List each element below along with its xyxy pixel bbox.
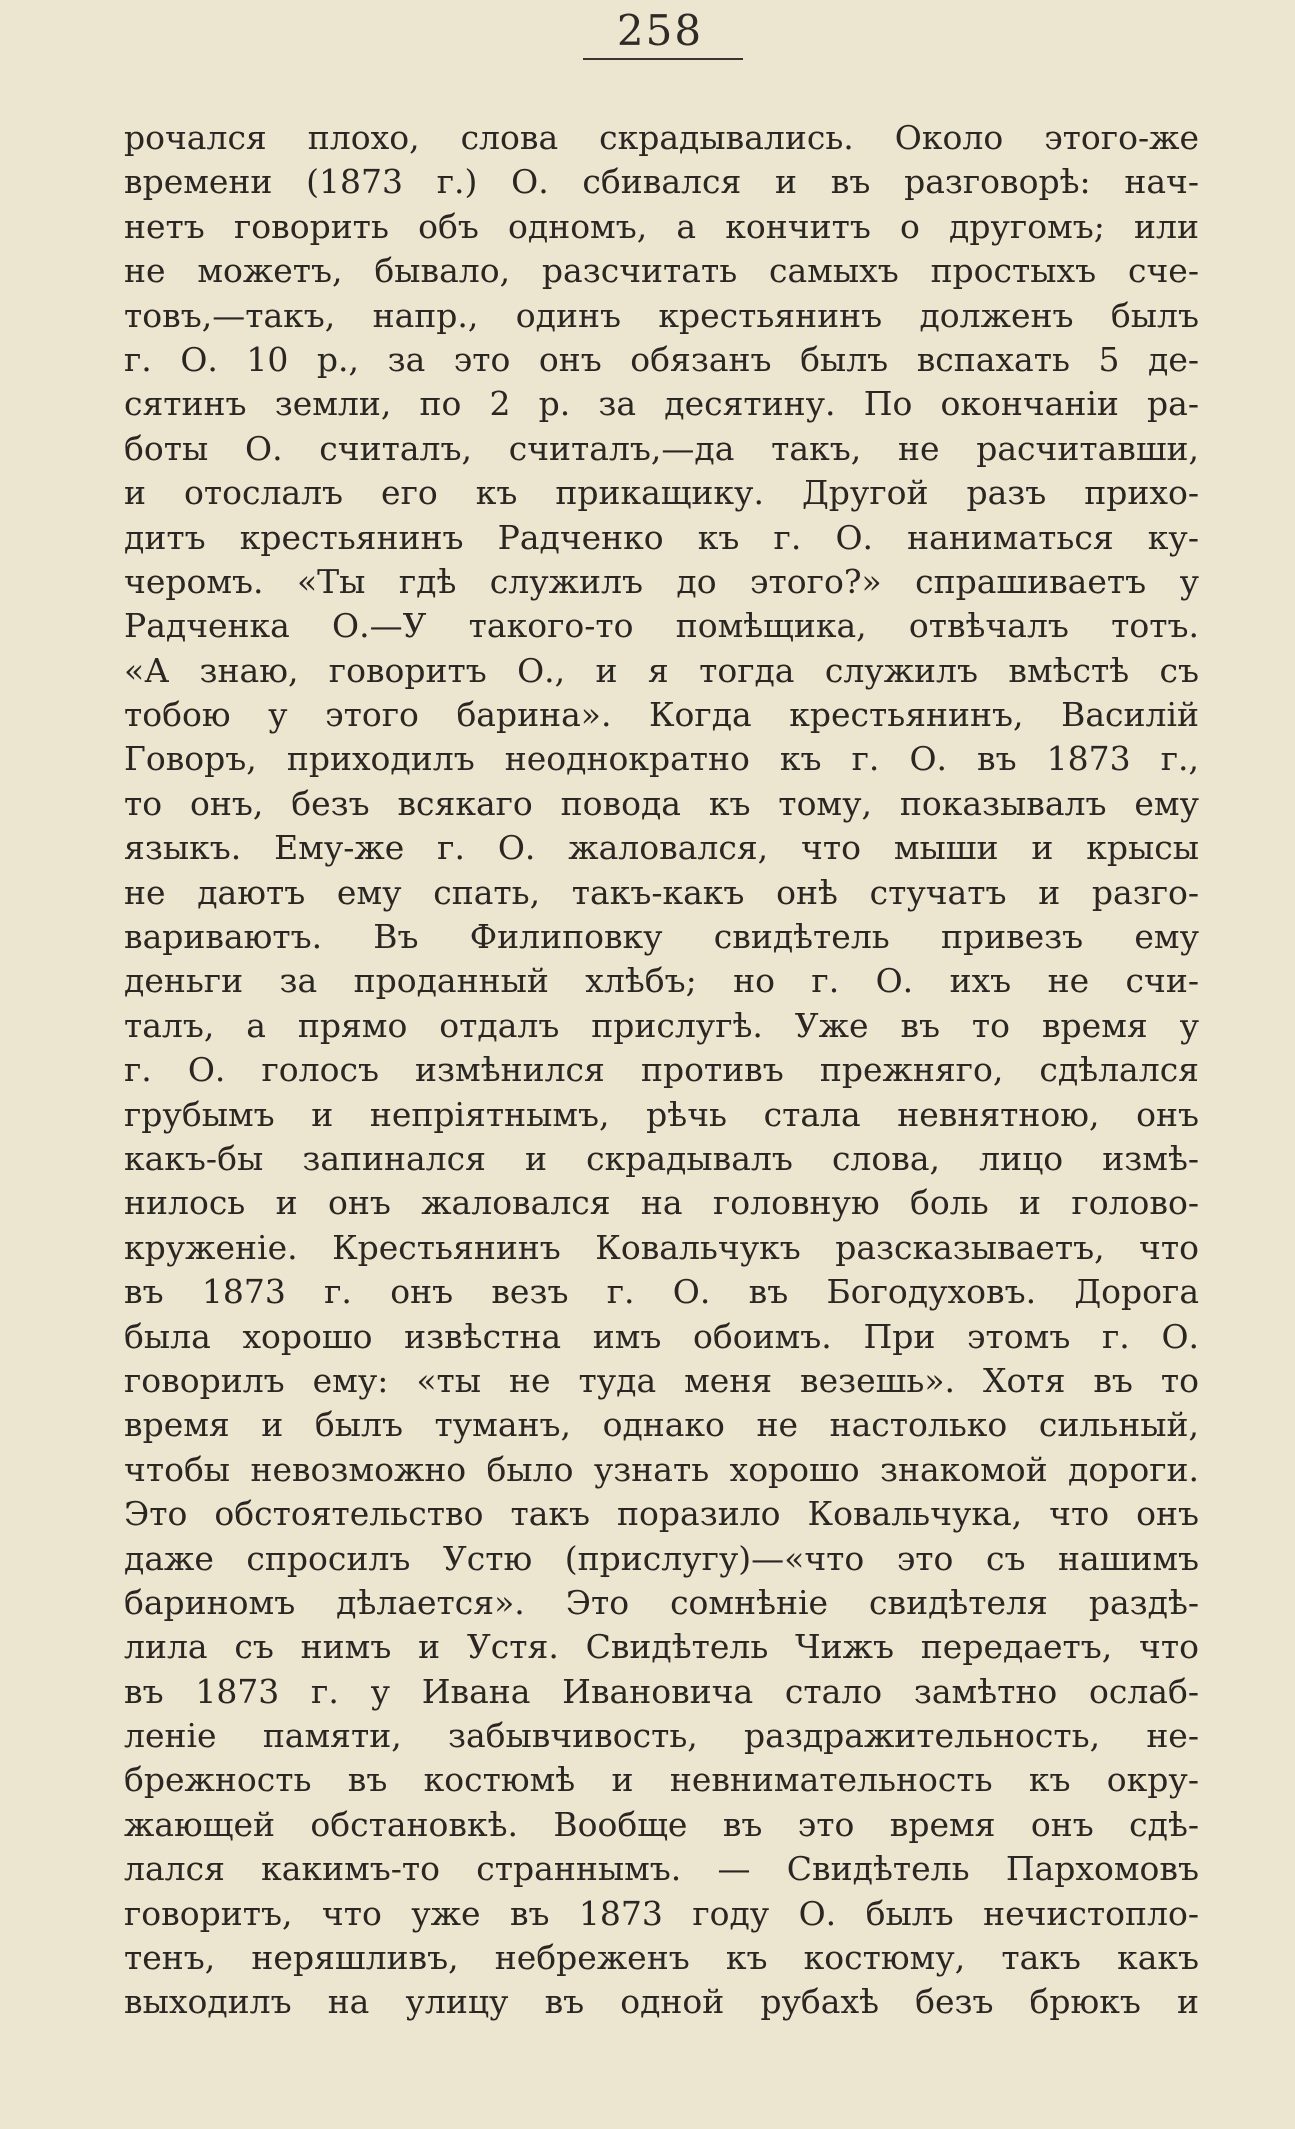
text-line: рочался плохо, слова скрадывались. Около этого-же bbox=[124, 118, 1199, 157]
text-line: чтобы невозможно было узнать хорошо знакомой дороги. bbox=[124, 1449, 1199, 1489]
text-line: языкъ. Ему-же г. О. жаловался, что мыши и крысы bbox=[124, 828, 1199, 868]
text-line: тенъ, неряшливъ, небреженъ къ костюму, такъ какъ bbox=[124, 1938, 1199, 1978]
text-line: Радченка О.—У такого-то помѣщика, отвѣчалъ тотъ. bbox=[124, 606, 1199, 646]
text-line: въ 1873 г. онъ везъ г. О. въ Богодуховъ. Дорога bbox=[124, 1272, 1199, 1312]
text-line: боты О. считалъ, считалъ,—да такъ, не расчитавши, bbox=[124, 428, 1199, 468]
text-line: грубымъ и непрiятнымъ, рѣчь стала невнятною, онъ bbox=[124, 1094, 1199, 1134]
text-line: ленiе памяти, забывчивость, раздражительность, не- bbox=[124, 1716, 1199, 1756]
text-line: жающей обстановкѣ. Вообще въ это время онъ сдѣ- bbox=[124, 1804, 1199, 1844]
text-line: тобою у этого барина». Когда крестьянинъ, Василiй bbox=[124, 695, 1199, 735]
text-line: дитъ крестьянинъ Радченко къ г. О. наниматься ку- bbox=[124, 517, 1199, 557]
text-line: даже спросилъ Устю (прислугу)—«что это съ нашимъ bbox=[124, 1538, 1199, 1578]
text-line: была хорошо извѣстна имъ обоимъ. При этомъ г. О. bbox=[124, 1316, 1199, 1356]
text-line: времени (1873 г.) О. сбивался и въ разговорѣ: нач- bbox=[124, 162, 1199, 202]
text-line: Говоръ, приходилъ неоднократно къ г. О. въ 1873 г., bbox=[124, 739, 1199, 779]
text-line: черомъ. «Ты гдѣ служилъ до этого?» спрашиваетъ у bbox=[124, 561, 1199, 601]
text-line: какъ-бы запинался и скрадывалъ слова, лицо измѣ- bbox=[124, 1138, 1199, 1178]
text-line: бариномъ дѣлается». Это сомнѣнiе свидѣтеля раздѣ- bbox=[124, 1582, 1199, 1622]
header-rule bbox=[583, 58, 743, 60]
page-number: 258 bbox=[616, 6, 704, 55]
text-line: и отослалъ его къ прикащику. Другой разъ прихо- bbox=[124, 473, 1199, 513]
text-line: нетъ говорить объ одномъ, а кончитъ о другомъ; или bbox=[124, 206, 1199, 246]
text-line: брежность въ костюмѣ и невнимательность къ окру- bbox=[124, 1760, 1199, 1800]
text-line: деньги за проданный хлѣбъ; но г. О. ихъ не счи- bbox=[124, 961, 1199, 1001]
body-text bbox=[124, 116, 1199, 2025]
text-line: говоритъ, что уже въ 1873 году О. былъ нечистопло- bbox=[124, 1893, 1199, 1933]
text-line: «А знаю, говоритъ О., и я тогда служилъ вмѣстѣ съ bbox=[124, 650, 1199, 690]
text-line: круженiе. Крестьянинъ Ковальчукъ разсказываетъ, что bbox=[124, 1227, 1199, 1267]
text-line: въ 1873 г. у Ивана Ивановича стало замѣтно ослаб- bbox=[124, 1671, 1199, 1711]
text-line: талъ, а прямо отдалъ прислугѣ. Уже въ то время у bbox=[124, 1005, 1199, 1045]
text-line: выходилъ на улицу въ одной рубахѣ безъ брюкъ и bbox=[124, 1982, 1199, 2022]
text-line: г. О. 10 р., за это онъ обязанъ былъ вспахать 5 де- bbox=[124, 339, 1199, 379]
text-line: не можетъ, бывало, разсчитать самыхъ простыхъ сче- bbox=[124, 251, 1199, 291]
text-line: нилось и онъ жаловался на головную боль и голово- bbox=[124, 1183, 1199, 1223]
text-line: Это обстоятельство такъ поразило Ковальчука, что онъ bbox=[124, 1494, 1199, 1534]
text-line: то онъ, безъ всякаго повода къ тому, показывалъ ему bbox=[124, 783, 1199, 823]
text-line: не даютъ ему спать, такъ-какъ онѣ стучатъ и разго- bbox=[124, 872, 1199, 912]
text-line: товъ,—такъ, напр., одинъ крестьянинъ долженъ былъ bbox=[124, 295, 1199, 335]
text-line: лила съ нимъ и Устя. Свидѣтель Чижъ передаетъ, что bbox=[124, 1627, 1199, 1667]
text-line: сятинъ земли, по 2 р. за десятину. По окончанiи ра- bbox=[124, 384, 1199, 424]
text-line: г. О. голосъ измѣнился противъ прежняго, сдѣлался bbox=[124, 1050, 1199, 1090]
text-line: говорилъ ему: «ты не туда меня везешь». Хотя въ то bbox=[124, 1360, 1199, 1400]
text-line: время и былъ туманъ, однако не настолько сильный, bbox=[124, 1405, 1199, 1445]
text-line: вариваютъ. Въ Филиповку свидѣтель привезъ ему bbox=[124, 917, 1199, 957]
text-line: лался какимъ-то страннымъ. — Свидѣтель Пархомовъ bbox=[124, 1849, 1199, 1889]
